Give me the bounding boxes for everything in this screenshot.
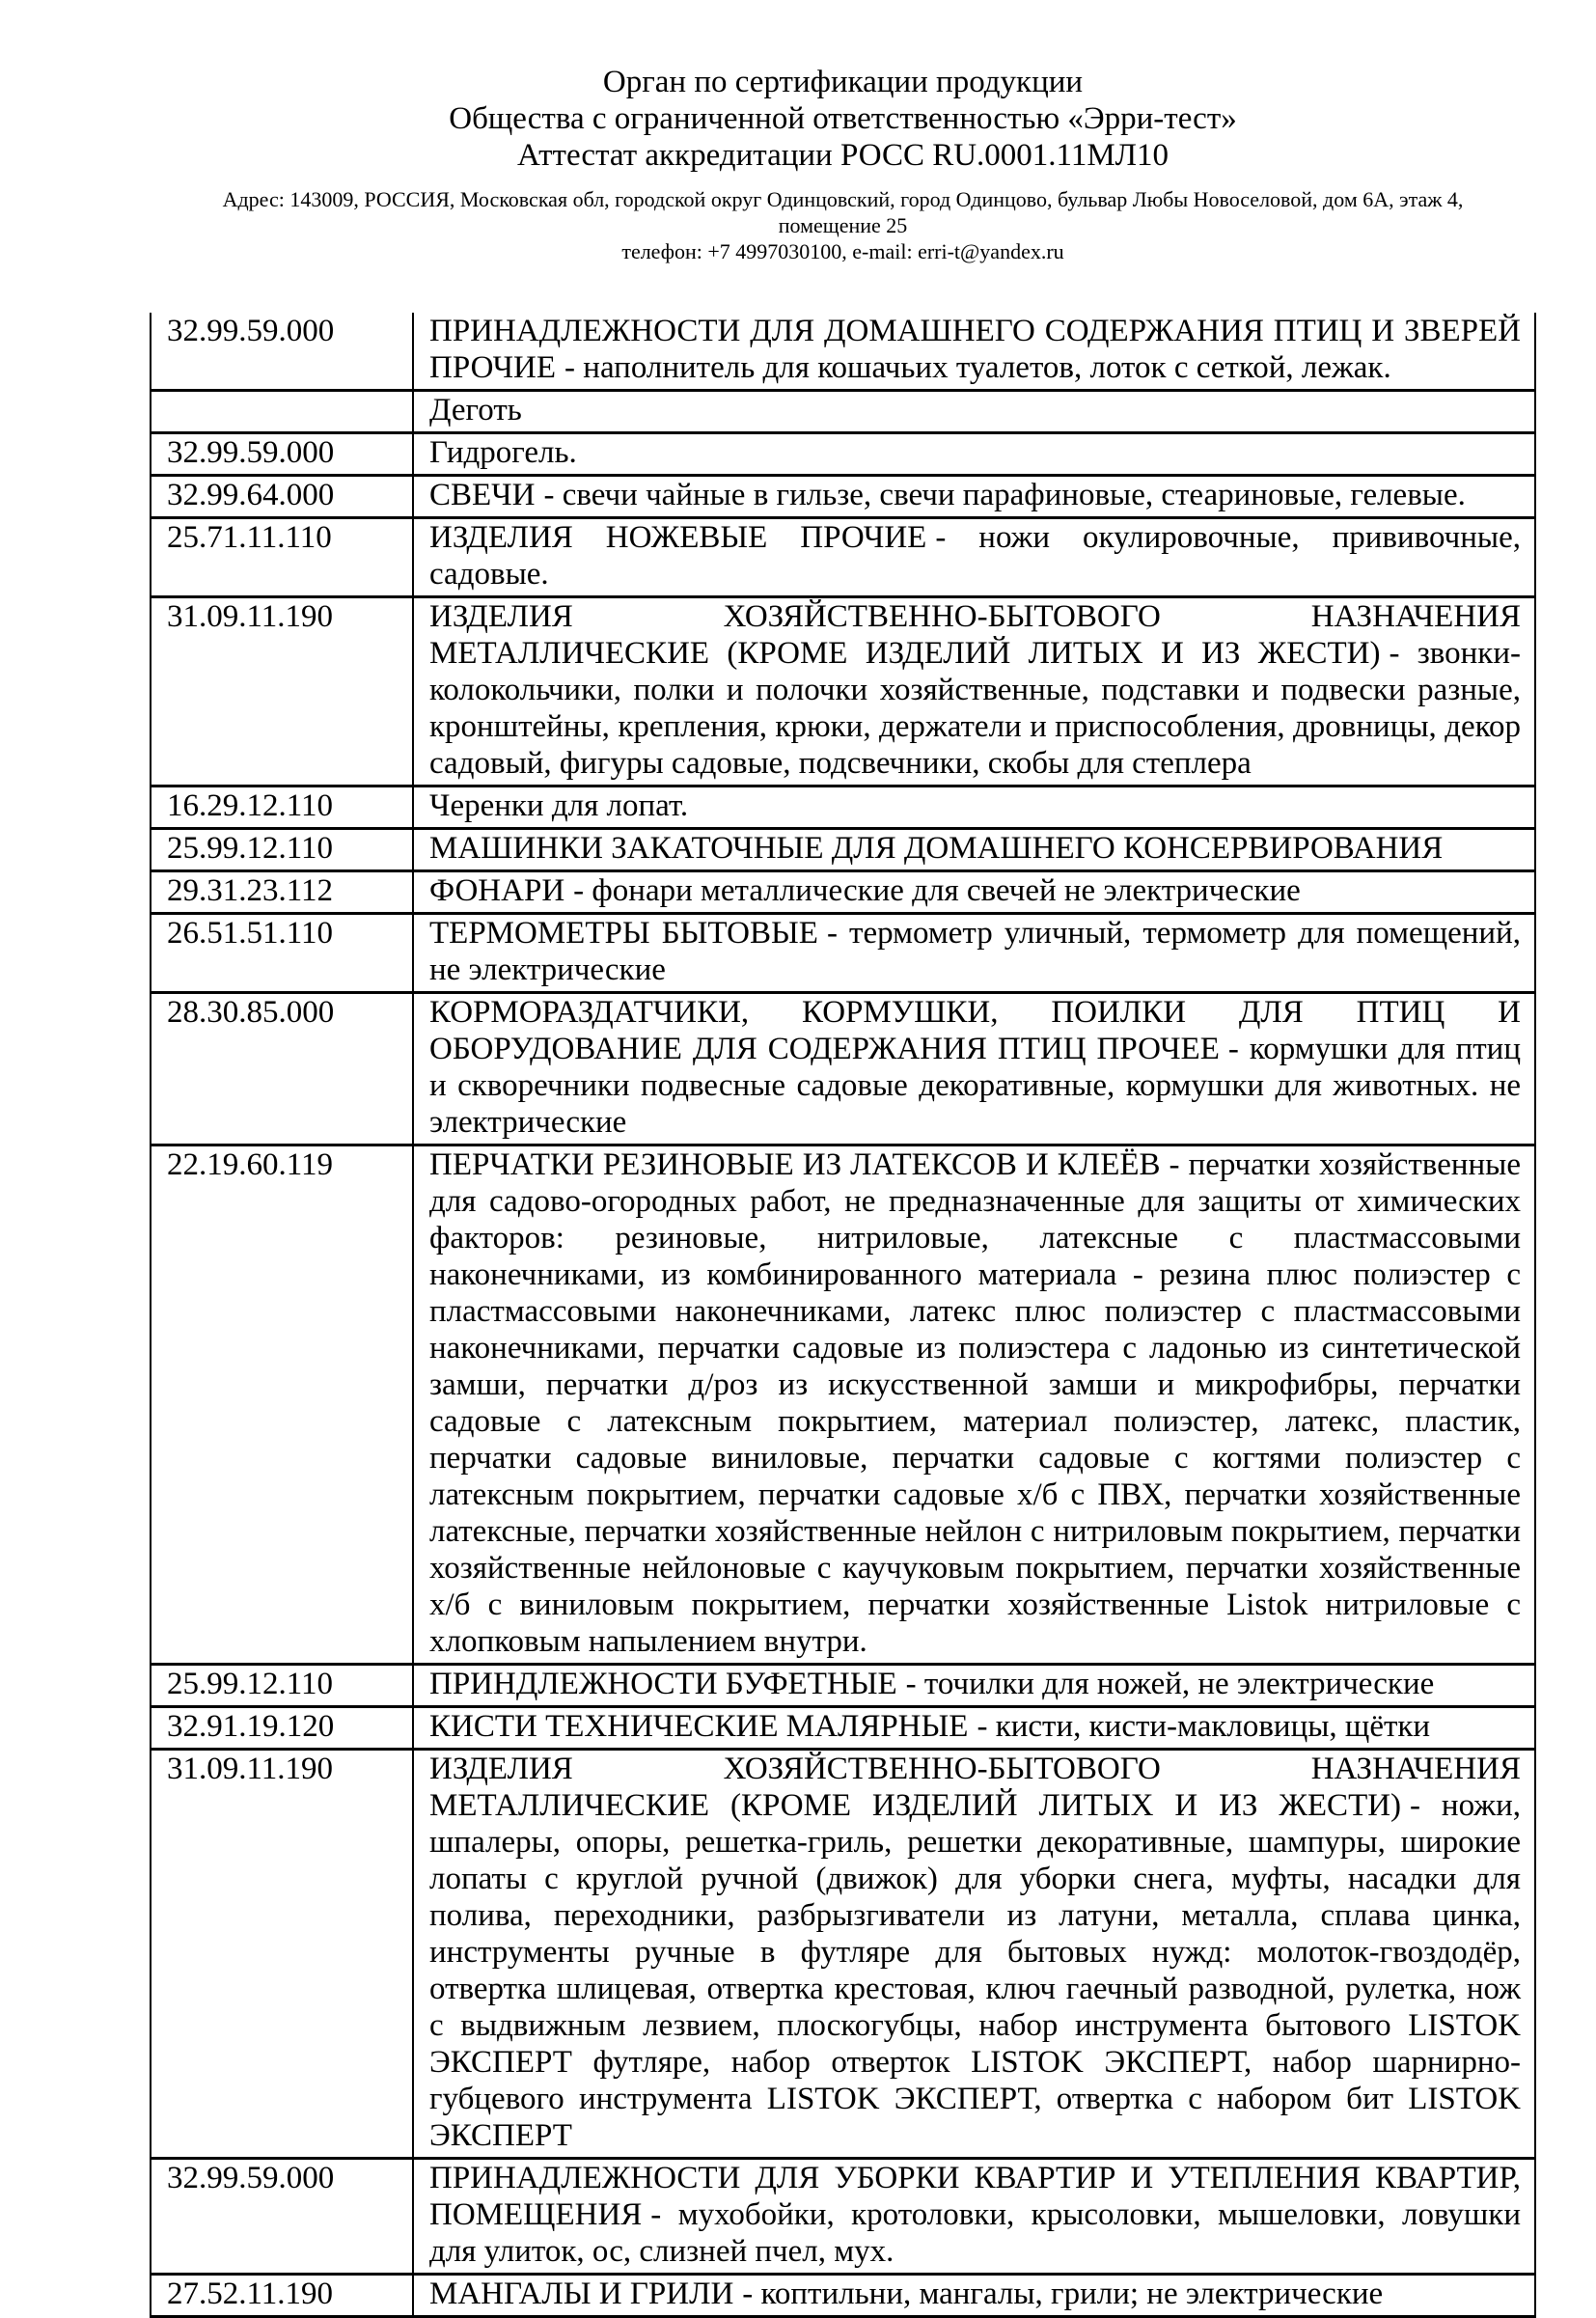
row-description xyxy=(413,829,1535,871)
row-desc-text: Гидрогель. xyxy=(429,435,577,470)
row-description xyxy=(413,597,1535,786)
row-code xyxy=(151,993,413,1145)
row-code xyxy=(151,1665,413,1707)
row-description xyxy=(413,476,1535,518)
org-title-line1: Орган по сертификации продукции xyxy=(602,65,1084,99)
row-desc-text: - точилки для ножей, не электрические xyxy=(905,1667,1435,1701)
document-content xyxy=(150,0,1536,2318)
row-code-text: 25.99.12.110 xyxy=(167,1667,334,1701)
row-code xyxy=(151,786,413,829)
table-row xyxy=(151,1665,1535,1707)
row-description xyxy=(413,2275,1535,2317)
row-description xyxy=(413,313,1535,391)
row-description xyxy=(413,993,1535,1145)
table-row xyxy=(151,786,1535,829)
row-description xyxy=(413,1665,1535,1707)
row-title: СВЕЧИ xyxy=(429,478,536,512)
row-description xyxy=(413,433,1535,476)
row-description xyxy=(413,1707,1535,1750)
row-desc-text: - ножи, шпалеры, опоры, решетка-гриль, решетки декоративные, шампуры, широкие лопаты с круглой ручной (движок) для уборки снега, муфты, насадки для полива, переходники, разбрызгиватели из латуни, металла, сплава цинка, инструменты ручные в футляре для бытовых нужд: молоток-гвоздодёр, отвертка шлицевая, отвертка крестовая, ключ гаечный разводной, рулетка, нож с выдвижным лезвием, плоскогубцы, набор инструмента бытового LISTOK ЭКСПЕРТ футляре, набор отверток LISTOK ЭКСПЕРТ, набор шарнирно-губцевого инструмента LISTOK ЭКСПЕРТ, отвертка с набором бит LISTOK ЭКСПЕРТ xyxy=(429,1788,1521,2153)
row-code-text: 32.91.19.120 xyxy=(167,1709,335,1744)
accreditation-line: Аттестат аккредитации РОСС RU.0001.11МЛ10 xyxy=(516,138,1169,173)
row-code-text: 32.99.59.000 xyxy=(167,314,335,348)
row-code xyxy=(151,1145,413,1665)
row-desc-text: - наполнитель для кошачьих туалетов, лоток с сеткой, лежак. xyxy=(564,350,1391,385)
row-code xyxy=(151,2275,413,2317)
row-description xyxy=(413,914,1535,993)
row-title: ИЗДЕЛИЯ ХОЗЯЙСТВЕННО-БЫТОВОГО НАЗНАЧЕНИЯ МЕТАЛЛИЧЕСКИЕ (КРОМЕ ИЗДЕЛИЙ ЛИТЫХ И ИЗ ЖЕСТИ) xyxy=(429,1752,1521,1823)
row-title: ПРИНДЛЕЖНОСТИ БУФЕТНЫЕ xyxy=(429,1667,897,1701)
address-line1: Адрес: 143009, РОССИЯ, Московская обл, городской округ Одинцовский, город Одинцово, бульвар Любы Новоселовой, дом 6А, этаж 4, xyxy=(222,187,1464,211)
row-description xyxy=(413,518,1535,597)
row-code-text: 27.52.11.190 xyxy=(167,2277,334,2311)
products-table-body xyxy=(151,313,1535,2317)
org-title-line2: Общества с ограниченной ответственностью «Эрри-тест» xyxy=(449,101,1237,136)
row-desc-text: - перчатки хозяйственные для садово-огородных работ, не предназначенные для защиты от химических факторов: резиновые, нитриловые, латексные с пластмассовыми наконечниками, из комбинированного материала - резина плюс полиэстер с пластмассовыми наконечниками, латекс плюс полиэстер с пластмассовыми наконечниками, перчатки садовые из полиэстера с ладонью из синтетической замши, перчатки д/роз из искусственной замши и микрофибры, перчатки садовые с латексным покрытием, материал полиэстер, латекс, пластик, перчатки садовые виниловые, перчатки садовые с когтями полиэстер с латексным покрытием, перчатки садовые х/б с ПВХ, перчатки хозяйственные латексные, перчатки хозяйственные нейлон с нитриловым покрытием, перчатки хозяйственные нейлоновые с каучуковым покрытием, перчатки хозяйственные х/б с виниловым покрытием, перчатки хозяйственные Listok нитриловые с хлопковым напылением внутри. xyxy=(429,1147,1521,1659)
table-row xyxy=(151,871,1535,914)
row-desc-text: - кисти, кисти-макловицы, щётки xyxy=(977,1709,1431,1744)
row-desc-text: - кормушки для птиц и скворечники подвесные садовые декоративные, кормушки для животных. не электрические xyxy=(429,1032,1522,1140)
row-title: ПЕРЧАТКИ РЕЗИНОВЫЕ ИЗ ЛАТЕКСОВ И КЛЕЁВ xyxy=(429,1147,1161,1182)
table-row xyxy=(151,2275,1535,2317)
row-title: ТЕРМОМЕТРЫ БЫТОВЫЕ xyxy=(429,916,818,951)
row-code xyxy=(151,871,413,914)
row-description xyxy=(413,871,1535,914)
row-desc-text: - фонари металлические для свечей не электрические xyxy=(573,873,1301,908)
table-row xyxy=(151,829,1535,871)
row-code xyxy=(151,476,413,518)
row-title: МАНГАЛЫ И ГРИЛИ xyxy=(429,2277,734,2311)
address-line2: помещение 25 xyxy=(778,213,908,237)
table-row xyxy=(151,433,1535,476)
row-desc-text: Черенки для лопат. xyxy=(429,788,689,823)
row-title: ПРИНАДЛЕЖНОСТИ ДЛЯ ДОМАШНЕГО СОДЕРЖАНИЯ ПТИЦ И ЗВЕРЕЙ ПРОЧИЕ xyxy=(429,314,1521,385)
row-description xyxy=(413,391,1535,433)
row-code-text: 32.99.64.000 xyxy=(167,478,335,512)
table-row xyxy=(151,1707,1535,1750)
row-code-text: 26.51.51.110 xyxy=(167,916,334,951)
row-title: ИЗДЕЛИЯ НОЖЕВЫЕ ПРОЧИЕ xyxy=(429,520,927,555)
row-code-text: 31.09.11.190 xyxy=(167,1752,334,1786)
row-code xyxy=(151,518,413,597)
row-title: ПРИНАДЛЕЖНОСТИ ДЛЯ УБОРКИ КВАРТИР И УТЕПЛЕНИЯ КВАРТИР, ПОМЕЩЕНИЯ xyxy=(429,2161,1521,2232)
row-title: ИЗДЕЛИЯ ХОЗЯЙСТВЕННО-БЫТОВОГО НАЗНАЧЕНИЯ МЕТАЛЛИЧЕСКИЕ (КРОМЕ ИЗДЕЛИЙ ЛИТЫХ И ИЗ ЖЕСТИ) xyxy=(429,599,1521,671)
row-code xyxy=(151,1707,413,1750)
table-row xyxy=(151,313,1535,391)
row-code xyxy=(151,914,413,993)
row-code xyxy=(151,391,413,433)
row-desc-text: - термометр уличный, термометр для помещений, не электрические xyxy=(429,916,1521,987)
row-code-text: 31.09.11.190 xyxy=(167,599,334,634)
table-row xyxy=(151,993,1535,1145)
row-code-text: 25.71.11.110 xyxy=(167,520,332,555)
row-desc-text: - ножи окулировочные, прививочные, садовые. xyxy=(429,520,1521,592)
row-code xyxy=(151,433,413,476)
row-code-text: 29.31.23.112 xyxy=(167,873,334,908)
table-row xyxy=(151,518,1535,597)
row-code-text: 22.19.60.119 xyxy=(167,1147,334,1182)
row-description xyxy=(413,1750,1535,2159)
contact-line: телефон: +7 4997030100, e-mail: erri-t@yandex.ru xyxy=(621,239,1064,263)
table-row xyxy=(151,1145,1535,1665)
table-row xyxy=(151,914,1535,993)
table-row xyxy=(151,476,1535,518)
row-desc-text: Деготь xyxy=(429,393,522,428)
row-title: КОРМОРАЗДАТЧИКИ, КОРМУШКИ, ПОИЛКИ ДЛЯ ПТИЦ И ОБОРУДОВАНИЕ ДЛЯ СОДЕРЖАНИЯ ПТИЦ ПРОЧЕЕ xyxy=(429,995,1521,1066)
row-code-text: 32.99.59.000 xyxy=(167,2161,335,2195)
row-desc-text: - коптильни, мангалы, грили; не электрические xyxy=(742,2277,1384,2311)
table-row xyxy=(151,1750,1535,2159)
row-code-text: 28.30.85.000 xyxy=(167,995,335,1030)
row-title: ФОНАРИ xyxy=(429,873,565,908)
row-code xyxy=(151,829,413,871)
row-title: КИСТИ ТЕХНИЧЕСКИЕ МАЛЯРНЫЕ xyxy=(429,1709,969,1744)
row-code-text: 25.99.12.110 xyxy=(167,831,334,866)
products-table xyxy=(150,313,1536,2318)
row-description xyxy=(413,786,1535,829)
row-desc-text: - свечи чайные в гильзе, свечи парафиновые, стеариновые, гелевые. xyxy=(543,478,1466,512)
row-code-text: 16.29.12.110 xyxy=(167,788,334,823)
row-code xyxy=(151,1750,413,2159)
row-code xyxy=(151,313,413,391)
row-title: МАШИНКИ ЗАКАТОЧНЫЕ ДЛЯ ДОМАШНЕГО КОНСЕРВИРОВАНИЯ xyxy=(429,831,1444,866)
row-description xyxy=(413,1145,1535,1665)
row-code-text: 32.99.59.000 xyxy=(167,435,335,470)
doc-header xyxy=(150,64,1536,264)
table-row xyxy=(151,391,1535,433)
row-desc-text: - мухобойки, кротоловки, крысоловки, мышеловки, ловушки для улиток, ос, слизней пчел, мух. xyxy=(429,2197,1521,2269)
address-block xyxy=(150,186,1536,264)
row-code xyxy=(151,597,413,786)
row-desc-text: - звонки-колокольчики, полки и полочки хозяйственные, подставки и подвески разные, кронштейны, крепления, крюки, держатели и приспособления, дровницы, декор садовый, фигуры садовые, подсвечники, скобы для степлера xyxy=(429,636,1521,781)
table-row xyxy=(151,597,1535,786)
